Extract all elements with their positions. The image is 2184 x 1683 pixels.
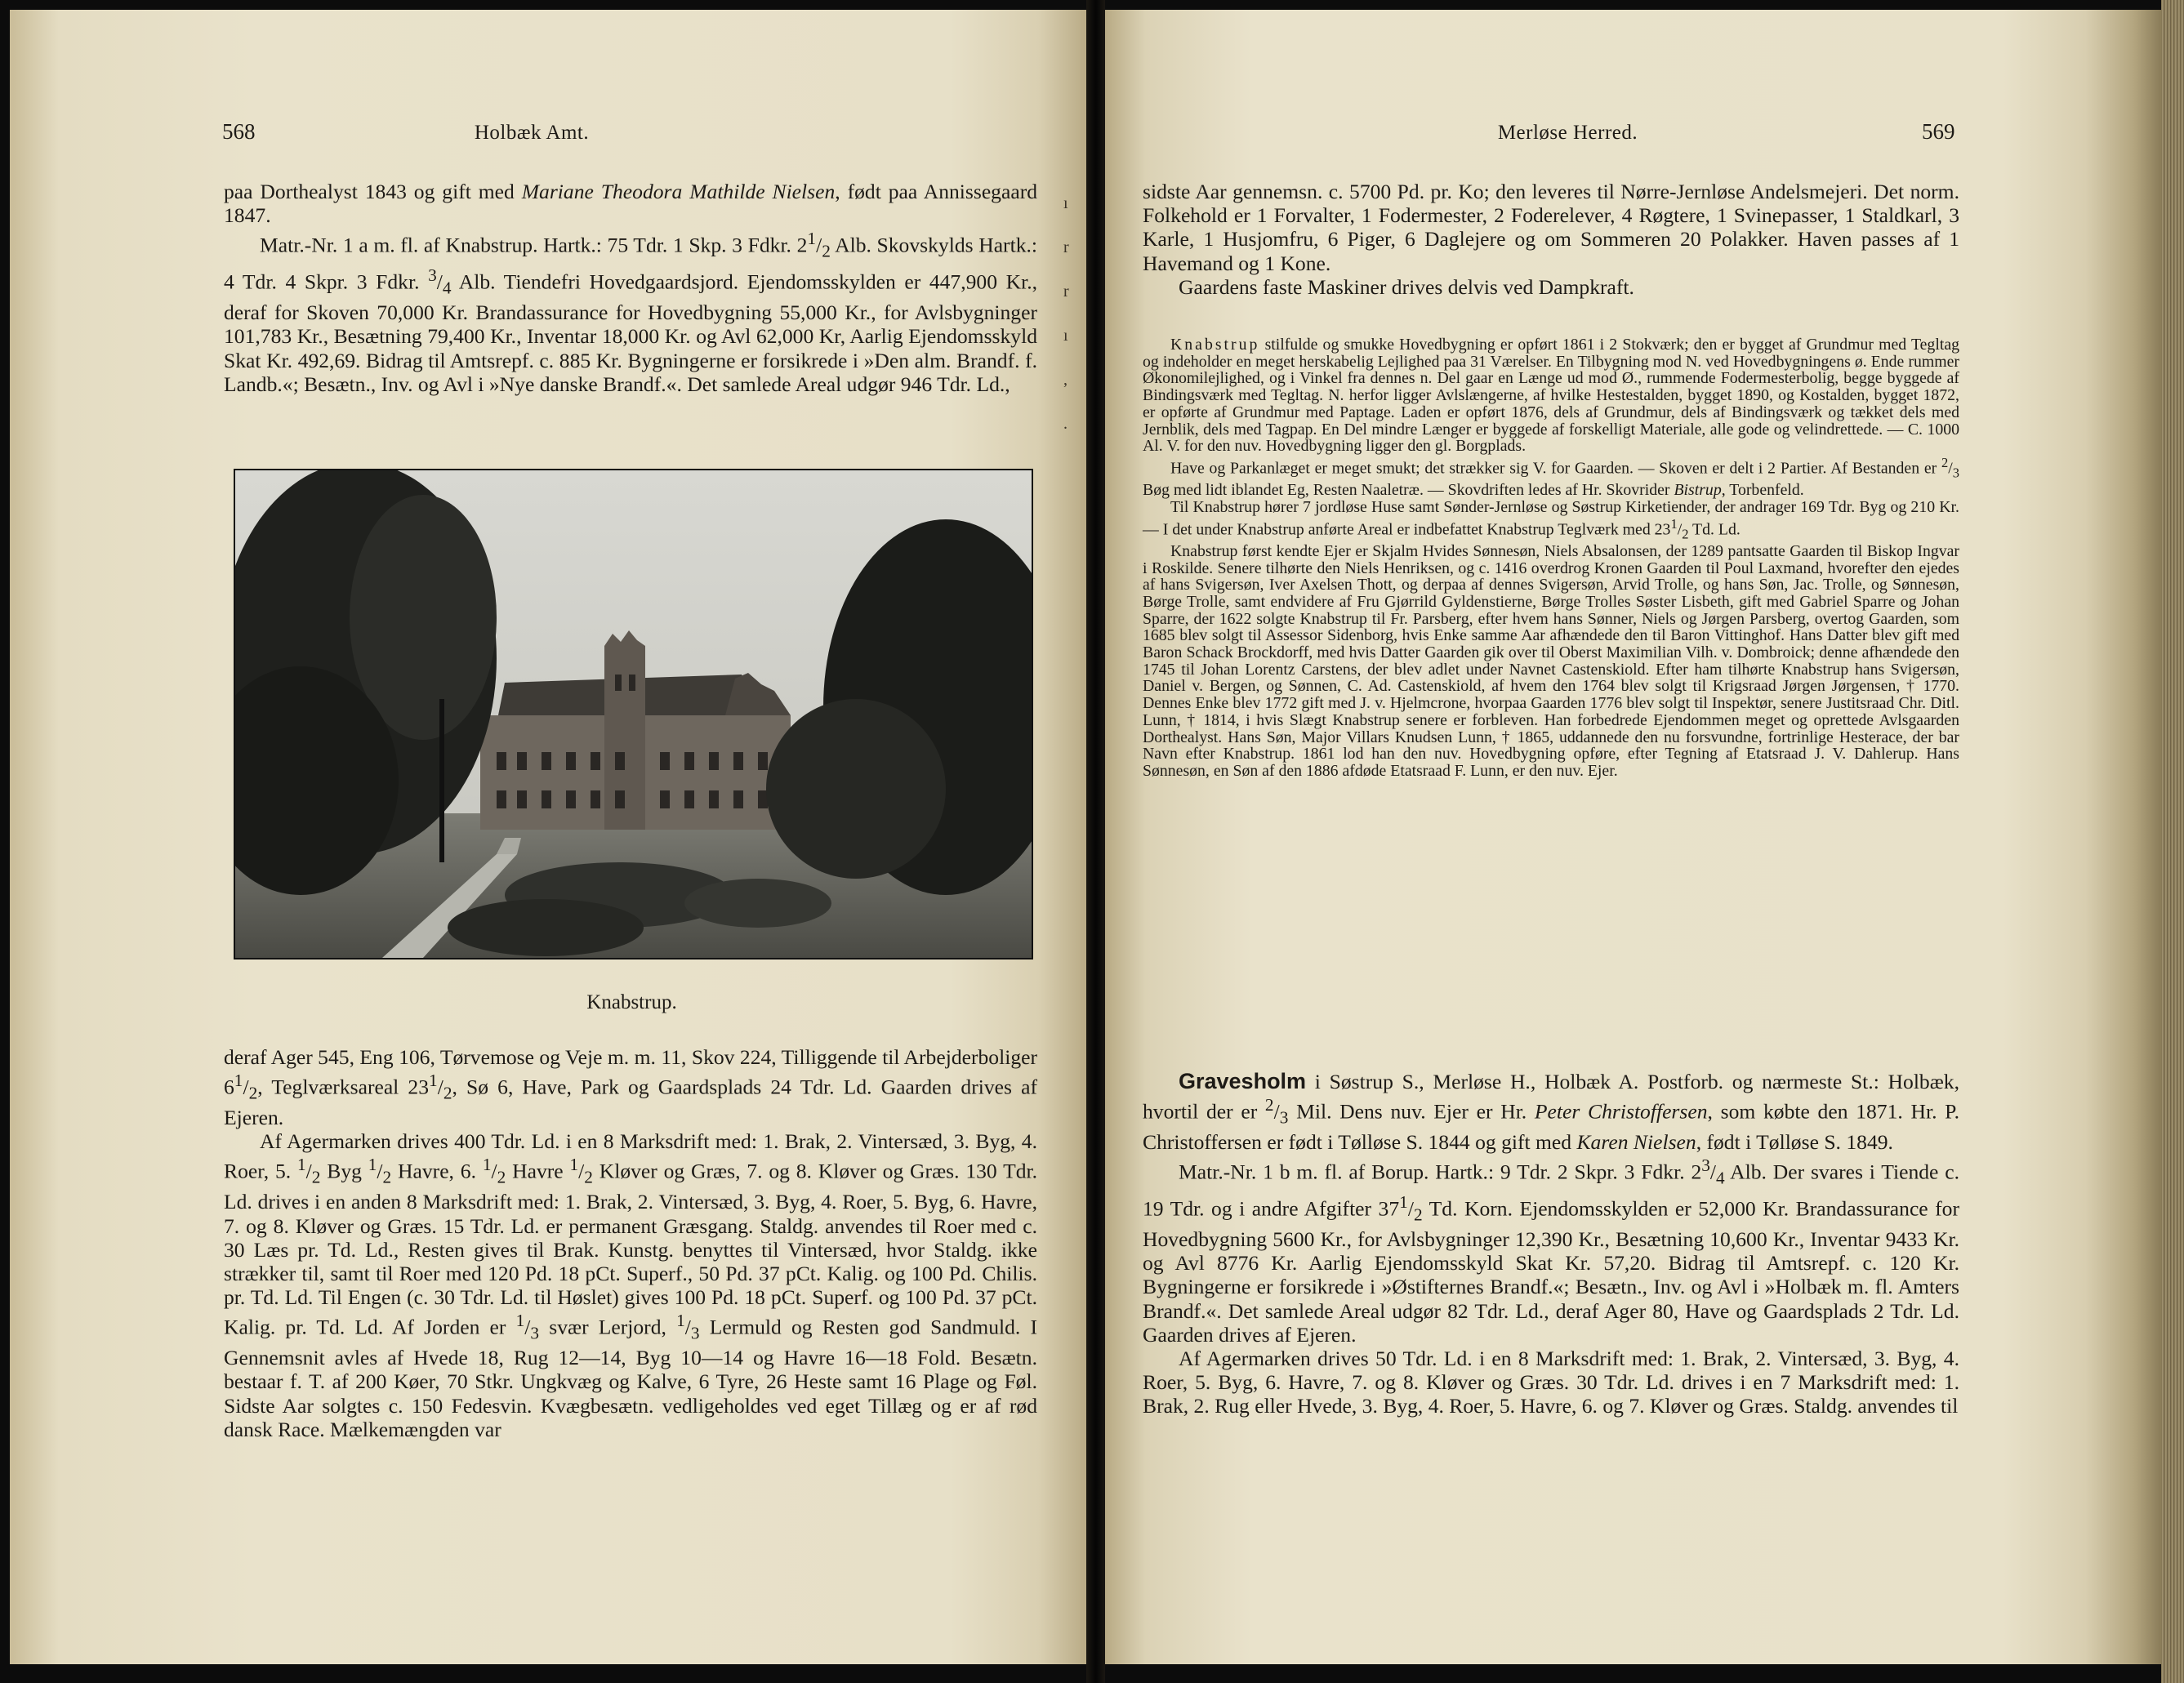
gravesholm-paragraph: Af Agermarken drives 50 Tdr. Ld. i en 8 Marksdrift med: 1. Brak, 2. Vintersæd, 3. Byg, 4. Roer, 5. Byg, 6. Havre, 7. og 8. Kløver og Græs. 30 Tdr. Ld. drives i en 7 Marksdrift med: 1. Brak, 2. Rug eller Hvede, 3. Byg, 4. Roer, 5. Havre, 6. og 7. Kløver og Græs. Staldg. anvendes til [1143,1346,1959,1418]
gravesholm-entry [1143,1070,1959,1418]
left-top-text [224,180,1037,396]
left-top-paragraph: Matr.-Nr. 1 a m. fl. af Knabstrup. Hartk.: 75 Tdr. 1 Skp. 3 Fdkr. $2^1/_2$ Alb. Skovskylds Hartk.: 4 Tdr. 4 Skpr. 3 Fdkr. $^3/_4$ Alb. Tiendefri Hovedgaardsjord. Ejendomsskylden er 447,900 Kr., deraf for Skoven 70,000 Kr. Brandassurance for Hovedbygning 55,000 Kr., for Avlsbygninger 101,783 Kr., Besætning 79,400 Kr., Inventar 18,000 Kr. og Avl 62,000 Kr, Aarlig Ejendomsskyld Skat Kr. 492,69. Bidrag til Amtsrepf. c. 885 Kr. Bygningerne er forsikrede i »Den alm. Brandf. f. Landb.«; Besætn., Inv. og Avl i »Nye danske Brandf.«. Det samlede Areal udgør 946 Tdr. Ld., [224,229,1037,396]
left-top-paragraph: paa Dorthealyst 1843 og gift med Mariane Theodora Mathilde Nielsen, født paa Annissegaard 1847. [224,180,1038,228]
right-page [1105,10,2161,1664]
running-head: Merløse Herred. [1497,122,1638,144]
left-bottom-paragraph: deraf Ager 545, Eng 106, Tørvemose og Veje m. m. 11, Skov 224, Tilliggende til Arbejderboliger $6^1/_2$, Teglværksareal $23^1/_2$, Sø 6, Have, Park og Gaardsplads 24 Tdr. Ld. Gaarden drives af Ejeren. [224,1045,1037,1130]
knabstrup-note-paragraph: Knabstrup først kendte Ejer er Skjalm Hvides Sønnesøn, Niels Absalonsen, der 1289 pantsatte Gaarden til Biskop Ingvar i Roskilde. Senere tilhørte den Niels Henriksen, og c. 1416 overdrog Kronen Gaarden til Poul Laxmand, hvorefter den ejedes af hans Svigersøn, Iver Axelsen Thott, og derpaa af dennes Svigersøn, Arvid Trolle, og hans Søn, Jac. Trolle, og Sønnesøn, Børge Trolle, samt endvidere af Fru Gjørrild Gyldenstierne, Børge Trolles Søster Lisbeth, gift med Gabriel Sparre og Johan Sparre, der 1622 solgte Knabstrup til Fr. Parsberg, efter hvem hans Sønner, Niels og Jørgen Parsberg, overtog Gaarden, som 1685 blev solgt til Assessor Sidenborg, hvis Enke samme Aar afhændede den til Baron Vittinghof. Hans Datter blev gift med Baron Schack Brockdorff, med hvis Datter Gaarden gik over til Oberst Maximilian Vilh. v. Dombroick; denne afhændede den 1745 til Johan Lorentz Carstens, der blev adlet under Navnet Castenskiold. Efter ham tilhørte Knabstrup hans Svigersøn, Daniel v. Bergen, og Sønnen, C. Ad. Castenskiold, af hvem den 1764 blev solgt til Krigsraad Jørgen Jørgensen, † 1770. Dennes Enke blev 1772 gift med J. v. Hjelmcrone, hvorpaa Gaarden 1776 blev solgt til Inspektør, senere Justitsraad Chr. Ditl. Lunn, † 1814, i hvis Slægt Knabstrup senere er forbleven. Han forbedrede Ejendommen meget og oprettede Avlsgaarden Dorthealyst. Hans Søn, Major Villars Knudsen Lunn, † 1865, uddannede den nu forsvundne, fortrinlige Hesterace, der bar Navn efter Knabstrup. 1861 lod han den nuv. Hovedbygning opføre, efter Tegning af Etatsraad J. V. Dahlerup. Hans Sønnesøn, en Søn af den 1886 afdøde Etatsraad F. Lunn, er den nuv. Ejer. [1143,541,1959,780]
page-number: 569 [1922,119,1955,144]
left-page [10,10,1086,1664]
manor-photo [235,470,1032,958]
knabstrup-note-paragraph: Til Knabstrup hører 7 jordløse Huse samt Sønder-Jernløse og Søstrup Kirketiender, der andrager 169 Tdr. Byg og 210 Kr. — I det under Knabstrup anførte Areal er indbefattet Knabstrup Teglværk med $23^1/_2$ Td. Ld. [1143,497,1959,542]
photo-caption: Knabstrup. [586,991,677,1013]
left-bottom-text [224,1045,1037,1441]
page-number: 568 [222,119,256,144]
running-head: Holbæk Amt. [474,122,590,144]
right-top-text [1143,180,1959,299]
left-bottom-paragraph: Af Agermarken drives 400 Tdr. Ld. i en 8 Marksdrift med: 1. Brak, 2. Vintersæd, 3. Byg, 4. Roer, 5. $^1/_2$ Byg $^1/_2$ Havre, 6. $^1/_2$ Havre $^1/_2$ Kløver og Græs, 7. og 8. Kløver og Græs. 130 Tdr. Ld. drives i en anden 8 Marksdrift med: 1. Brak, 2. Vintersæd, 3. Byg, 4. Roer, 5. Byg, 6. Havre, 7. og 8. Kløver og Græs. 15 Tdr. Ld. er permanent Græsgang. Staldg. anvendes til Roer med c. 30 Læs pr. Td. Ld., Resten gives til Brak. Kunstg. benyttes til Vintersæd, hvor Staldg. ikke strækker til, samt til Roer med 120 Pd. 18 pCt. Superf., 50 Pd. 37 pCt. Kalig. og 100 Pd. Chilis. pr. Td. Ld. Til Engen (c. 30 Tdr. Ld. til Høslet) gives 100 Pd. 18 pCt. Superf. og 100 Pd. 37 pCt. Kalig. pr. Td. Ld. Af Jorden er $^1/_3$ svær Lerjord, $^1/_3$ Lermuld og Resten god Sandmuld. I Gennemsnit avles af Hvede 18, Rug 12—14, Byg 10—14 og Havre 16—18 Fold. Besætn. bestaar f. T. af 200 Køer, 70 Stkr. Ungkvæg og Kalve, 6 Tyre, 26 Heste samt 16 Plage og Føl. Sidste Aar solgtes c. 150 Fedesvin. Kvægbesætn. vedligeholdes ved eget Tillæg og er af rød dansk Race. Mælkemængden var [224,1129,1038,1441]
gravesholm-paragraph: Gravesholm i Søstrup S., Merløse H., Holbæk A. Postforb. og nærmeste St.: Holbæk, hvortil der er $^2/_3$ Mil. Dens nuv. Ejer er Hr. Peter Christoffersen, som købte den 1871. Hr. P. Christoffersen er født i Tølløse S. 1844 og gift med Karen Nielsen, født i Tølløse S. 1849. [1143,1069,1959,1155]
right-top-paragraph: Gaardens faste Maskiner drives delvis ved Dampkraft. [1179,274,1634,299]
book-gutter [1086,0,1105,1683]
gravesholm-paragraph: Matr.-Nr. 1 b m. fl. af Borup. Hartk.: 9 Tdr. 2 Skpr. 3 Fdkr. $2^3/_4$ Alb. Der svares i Tiende c. 19 Tdr. og i andre Afgifter $37^1/_2$ Td. Korn. Ejendomsskylden er 52,000 Kr. Brandassurance for Hovedbygning 5600 Kr., for Avlsbygninger 12,390 Kr., Besætning 10,600 Kr., Inventar 9433 Kr. og Avl 8776 Kr. Aarlig Ejendomsskyld Skat Kr. 57,20. Bidrag til Amtsrepf. c. 120 Kr. Bygningerne er forsikrede i »Østifternes Brandf.«; Besætn., Inv. og Avl i »Holbæk m. fl. Amters Brandf.«. Det samlede Areal udgør 82 Tdr. Ld., deraf Ager 80, Have og Gaardsplads 2 Tdr. Ld. Gaarden drives af Ejeren. [1143,1155,1959,1347]
photo-knabstrup [234,469,1033,959]
page-edges [2161,0,2184,1683]
entry-heading: Gravesholm [1179,1069,1307,1093]
knabstrup-note-paragraph: Knabstrup stilfulde og smukke Hovedbygning er opført 1861 i 2 Stokværk; den er bygget af Grundmur med Tegltag og indeholder en meget herskabelig Lejlighed paa 31 Værelser. En Tilbygning mod N. ved Hovedbygningens ø. Ende rummer Økonomilejlighed, og i Vinkel fra dennes n. Del gaar en Længe ud mod Ø., rummende Fodermesterbolig, begge byggede af Bindingsværk med Tegltag. N. herfor ligger Avlslængerne, af hvilke Hestestalden, bygget 1890, og Kostalden, bygget 1872, er opførte af Grundmur med Paptage. Laden er opført 1876, dels af Grundmur, dels af Bindingsværk og tækket dels med Jernblik, dels med Tagpap. En Del mindre Længer er byggede af forskelligt Materiale, alle gode og velindrettede. — C. 1000 Al. V. for den nuv. Hovedbygning ligger den gl. Borgplads. [1143,336,1959,456]
right-top-paragraph: sidste Aar gennemsn. c. 5700 Pd. pr. Ko; den leveres til Nørre-Jernløse Andelsmejeri. Det norm. Folkehold er 1 Forvalter, 1 Fodermester, 2 Foderelever, 4 Røgtere, 1 Svinepasser, 1 Staldkarl, 3 Karle, 1 Husjomfru, 6 Piger, 6 Daglejere og om Sommeren 20 Polakker. Haven passes af 1 Havemand og 1 Kone. [1143,180,1959,275]
margin-marks: ı r r ı , . [1063,194,1069,433]
knabstrup-notes [1143,336,1959,780]
knabstrup-note-paragraph: Have og Parkanlæget er meget smukt; det strækker sig V. for Gaarden. — Skoven er delt i 2 Partier. Af Bestanden er $^2/_3$ Bøg med lidt iblandet Eg, Resten Naaletræ. — Skovdriften ledes af Hr. Skovrider Bistrup, Torbenfeld. [1143,454,1959,500]
